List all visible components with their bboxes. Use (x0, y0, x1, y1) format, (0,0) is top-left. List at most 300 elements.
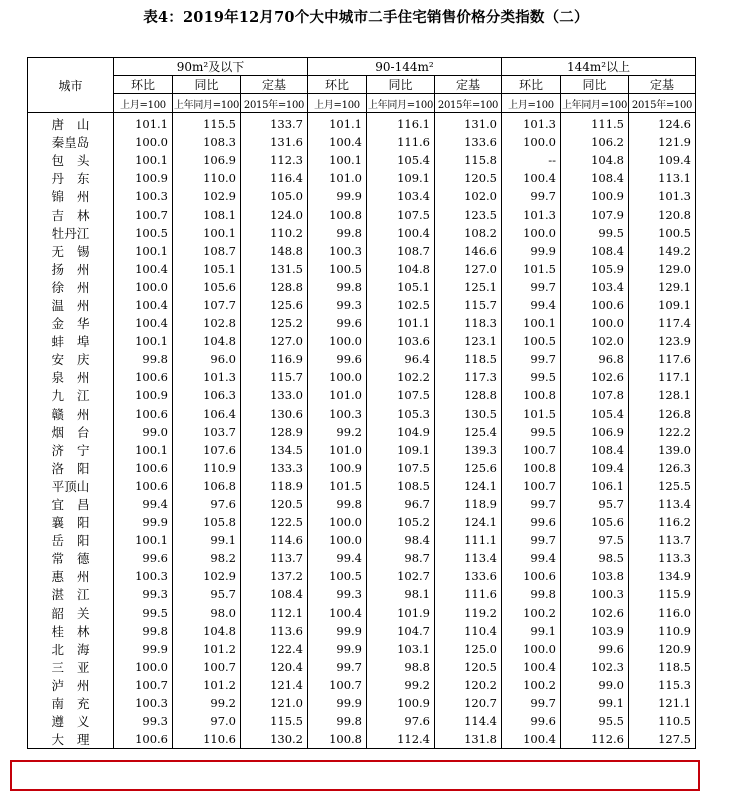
value-cell: 100.8 (308, 730, 367, 749)
table-row (28, 296, 696, 314)
value-cell: 99.3 (114, 585, 173, 603)
value-cell: 100.7 (114, 676, 173, 694)
value-cell: 100.5 (629, 224, 696, 242)
value-cell: 99.8 (308, 712, 367, 730)
base-header: 上月=100 (114, 94, 173, 113)
value-cell: 100.9 (114, 169, 173, 187)
value-cell: 115.8 (435, 151, 502, 169)
value-cell: 100.6 (114, 477, 173, 495)
value-cell: 108.7 (173, 242, 241, 260)
value-cell: 99.7 (502, 495, 561, 513)
value-cell: 110.6 (173, 730, 241, 749)
value-cell: 133.6 (435, 133, 502, 151)
value-cell: 118.5 (629, 658, 696, 676)
value-cell: 114.6 (241, 531, 308, 549)
city-name: 徐州 (51, 279, 103, 295)
city-name: 牡丹江 (51, 225, 90, 241)
value-cell: 100.3 (114, 567, 173, 585)
value-cell: 99.6 (114, 549, 173, 567)
city-name: 泉州 (51, 370, 103, 386)
value-cell: 99.0 (561, 676, 629, 694)
table-row (28, 332, 696, 350)
table-row (28, 459, 696, 477)
city-cell (28, 604, 114, 622)
value-cell: 120.2 (435, 676, 502, 694)
value-cell: 108.3 (173, 133, 241, 151)
table-row (28, 151, 696, 169)
city-name: 大理 (51, 732, 103, 748)
value-cell: 115.9 (629, 585, 696, 603)
table-row (28, 368, 696, 386)
value-cell: -- (502, 151, 561, 169)
city-name: 包头 (51, 153, 103, 169)
value-cell: 101.2 (173, 676, 241, 694)
city-name: 丹东 (51, 171, 103, 187)
city-column-header: 城市 (28, 58, 114, 113)
value-cell: 128.1 (629, 386, 696, 404)
value-cell: 99.9 (114, 513, 173, 531)
city-cell (28, 405, 114, 423)
value-cell: 108.5 (367, 477, 435, 495)
value-cell: 102.9 (173, 567, 241, 585)
value-cell: 127.0 (435, 260, 502, 278)
value-cell: 114.4 (435, 712, 502, 730)
value-cell: 116.1 (367, 113, 435, 134)
value-cell: 99.8 (308, 278, 367, 296)
base-header: 上月=100 (502, 94, 561, 113)
city-cell (28, 332, 114, 350)
value-cell: 100.6 (561, 296, 629, 314)
value-cell: 107.7 (173, 296, 241, 314)
value-cell: 106.8 (173, 477, 241, 495)
value-cell: 101.5 (502, 405, 561, 423)
value-cell: 131.8 (435, 730, 502, 749)
base-header: 上年同月=100 (367, 94, 435, 113)
value-cell: 100.7 (308, 676, 367, 694)
value-cell: 120.5 (241, 495, 308, 513)
value-cell: 98.5 (561, 549, 629, 567)
value-cell: 99.5 (561, 224, 629, 242)
value-cell: 107.5 (367, 205, 435, 223)
city-cell (28, 694, 114, 712)
city-name: 桂林 (51, 623, 103, 639)
value-cell: 139.0 (629, 441, 696, 459)
city-name: 南充 (51, 696, 103, 712)
city-cell (28, 368, 114, 386)
price-index-table (27, 57, 696, 749)
city-cell (28, 441, 114, 459)
value-cell: 123.5 (435, 205, 502, 223)
value-cell: 121.0 (241, 694, 308, 712)
city-cell (28, 133, 114, 151)
value-cell: 100.0 (561, 314, 629, 332)
value-cell: 100.3 (114, 187, 173, 205)
value-cell: 99.5 (502, 423, 561, 441)
value-cell: 95.7 (561, 495, 629, 513)
city-name: 遵义 (51, 714, 103, 730)
value-cell: 133.6 (435, 567, 502, 585)
value-cell: 118.3 (435, 314, 502, 332)
value-cell: 117.6 (629, 350, 696, 368)
value-cell: 99.1 (561, 694, 629, 712)
value-cell: 124.0 (241, 205, 308, 223)
value-cell: 100.9 (308, 459, 367, 477)
value-cell: 99.8 (502, 585, 561, 603)
value-cell: 97.0 (173, 712, 241, 730)
city-name: 北海 (51, 641, 103, 657)
value-cell: 100.1 (114, 242, 173, 260)
table-row (28, 604, 696, 622)
city-cell (28, 278, 114, 296)
value-cell: 125.6 (241, 296, 308, 314)
value-cell: 120.8 (629, 205, 696, 223)
value-cell: 125.0 (435, 640, 502, 658)
value-cell: 117.1 (629, 368, 696, 386)
value-cell: 139.3 (435, 441, 502, 459)
value-cell: 100.3 (114, 694, 173, 712)
city-name: 三亚 (51, 659, 103, 675)
value-cell: 120.5 (435, 169, 502, 187)
base-header: 上年同月=100 (561, 94, 629, 113)
value-cell: 107.8 (561, 386, 629, 404)
value-cell: 108.4 (561, 441, 629, 459)
value-cell: 106.2 (561, 133, 629, 151)
value-cell: 148.8 (241, 242, 308, 260)
value-cell: 100.1 (114, 332, 173, 350)
value-cell: 99.6 (308, 314, 367, 332)
value-cell: 102.9 (173, 187, 241, 205)
value-cell: 100.2 (502, 604, 561, 622)
value-cell: 99.4 (502, 549, 561, 567)
group-header: 90-144m² (308, 58, 502, 76)
value-cell: 99.1 (173, 531, 241, 549)
table-row (28, 260, 696, 278)
value-cell: 137.2 (241, 567, 308, 585)
value-cell: 102.0 (561, 332, 629, 350)
value-cell: 99.2 (367, 676, 435, 694)
table-row (28, 441, 696, 459)
value-cell: 99.3 (308, 296, 367, 314)
value-cell: 106.9 (561, 423, 629, 441)
value-cell: 99.8 (308, 495, 367, 513)
value-cell: 100.0 (308, 368, 367, 386)
value-cell: 105.1 (367, 278, 435, 296)
value-cell: 98.4 (367, 531, 435, 549)
value-cell: 121.1 (629, 694, 696, 712)
table-row (28, 495, 696, 513)
city-cell (28, 260, 114, 278)
value-cell: 113.7 (241, 549, 308, 567)
value-cell: 100.0 (308, 531, 367, 549)
value-cell: 99.5 (114, 604, 173, 622)
city-name: 泸州 (51, 677, 103, 693)
value-cell: 116.0 (629, 604, 696, 622)
city-name: 常德 (51, 551, 103, 567)
value-cell: 100.9 (561, 187, 629, 205)
table-row (28, 730, 696, 749)
value-cell: 103.4 (561, 278, 629, 296)
value-cell: 100.6 (114, 368, 173, 386)
value-cell: 100.3 (561, 585, 629, 603)
table-row (28, 205, 696, 223)
value-cell: 100.4 (308, 133, 367, 151)
value-cell: 100.0 (502, 224, 561, 242)
value-cell: 101.2 (173, 640, 241, 658)
value-cell: 104.8 (367, 260, 435, 278)
city-name: 扬州 (51, 261, 103, 277)
value-cell: 115.5 (173, 113, 241, 134)
city-name: 洛阳 (51, 460, 103, 476)
metric-header: 定基 (629, 76, 696, 94)
value-cell: 100.0 (114, 133, 173, 151)
city-cell (28, 205, 114, 223)
value-cell: 97.6 (367, 712, 435, 730)
value-cell: 99.8 (114, 350, 173, 368)
table-title: 表4：2019年12月70个大中城市二手住宅销售价格分类指数（二） (143, 9, 589, 26)
value-cell: 107.5 (367, 459, 435, 477)
value-cell: 110.5 (629, 712, 696, 730)
value-cell: 99.6 (502, 513, 561, 531)
city-cell (28, 513, 114, 531)
value-cell: 116.4 (241, 169, 308, 187)
value-cell: 100.6 (114, 730, 173, 749)
value-cell: 126.8 (629, 405, 696, 423)
value-cell: 110.4 (435, 622, 502, 640)
value-cell: 109.1 (367, 169, 435, 187)
city-cell (28, 314, 114, 332)
value-cell: 105.4 (561, 405, 629, 423)
value-cell: 149.2 (629, 242, 696, 260)
value-cell: 115.7 (241, 368, 308, 386)
value-cell: 116.9 (241, 350, 308, 368)
value-cell: 99.7 (502, 694, 561, 712)
value-cell: 110.2 (241, 224, 308, 242)
value-cell: 127.5 (629, 730, 696, 749)
value-cell: 104.8 (173, 332, 241, 350)
value-cell: 100.1 (114, 531, 173, 549)
value-cell: 95.7 (173, 585, 241, 603)
city-cell (28, 151, 114, 169)
city-name: 唐山 (51, 117, 103, 133)
value-cell: 101.0 (308, 386, 367, 404)
value-cell: 107.9 (561, 205, 629, 223)
value-cell: 131.5 (241, 260, 308, 278)
table-row (28, 477, 696, 495)
metric-header: 环比 (308, 76, 367, 94)
city-cell (28, 712, 114, 730)
value-cell: 113.4 (435, 549, 502, 567)
city-cell (28, 169, 114, 187)
base-header: 上月=100 (308, 94, 367, 113)
city-name: 吉林 (51, 207, 103, 223)
value-cell: 105.3 (367, 405, 435, 423)
table-row (28, 133, 696, 151)
table-row (28, 658, 696, 676)
city-name: 韶关 (51, 605, 103, 621)
value-cell: 98.1 (367, 585, 435, 603)
city-name: 赣州 (51, 406, 103, 422)
value-cell: 108.7 (367, 242, 435, 260)
value-cell: 99.4 (308, 549, 367, 567)
city-name: 蚌埠 (51, 334, 103, 350)
value-cell: 99.8 (308, 224, 367, 242)
value-cell: 101.3 (629, 187, 696, 205)
table-row (28, 712, 696, 730)
value-cell: 99.0 (114, 423, 173, 441)
city-cell (28, 350, 114, 368)
value-cell: 125.2 (241, 314, 308, 332)
value-cell: 99.6 (308, 350, 367, 368)
value-cell: 100.7 (173, 658, 241, 676)
value-cell: 104.8 (561, 151, 629, 169)
value-cell: 101.3 (502, 113, 561, 134)
value-cell: 100.4 (114, 296, 173, 314)
value-cell: 102.6 (561, 604, 629, 622)
value-cell: 125.1 (435, 278, 502, 296)
value-cell: 134.5 (241, 441, 308, 459)
value-cell: 99.3 (114, 712, 173, 730)
value-cell: 103.9 (561, 622, 629, 640)
value-cell: 131.6 (241, 133, 308, 151)
value-cell: 100.0 (502, 640, 561, 658)
value-cell: 109.4 (629, 151, 696, 169)
value-cell: 105.4 (367, 151, 435, 169)
table-row (28, 585, 696, 603)
value-cell: 121.9 (629, 133, 696, 151)
value-cell: 111.1 (435, 531, 502, 549)
value-cell: 103.1 (367, 640, 435, 658)
city-cell (28, 386, 114, 404)
value-cell: 127.0 (241, 332, 308, 350)
value-cell: 99.4 (114, 495, 173, 513)
city-cell (28, 730, 114, 749)
table-row (28, 513, 696, 531)
value-cell: 100.1 (114, 151, 173, 169)
metric-header: 定基 (435, 76, 502, 94)
value-cell: 100.3 (308, 405, 367, 423)
table-row (28, 622, 696, 640)
value-cell: 100.1 (114, 441, 173, 459)
value-cell: 123.9 (629, 332, 696, 350)
metric-header: 同比 (173, 76, 241, 94)
value-cell: 115.7 (435, 296, 502, 314)
value-cell: 104.7 (367, 622, 435, 640)
table-row (28, 386, 696, 404)
value-cell: 100.8 (502, 459, 561, 477)
value-cell: 109.4 (561, 459, 629, 477)
value-cell: 100.6 (114, 459, 173, 477)
city-cell (28, 495, 114, 513)
value-cell: 125.4 (435, 423, 502, 441)
value-cell: 100.4 (502, 730, 561, 749)
value-cell: 99.2 (308, 423, 367, 441)
table-row (28, 694, 696, 712)
city-cell (28, 640, 114, 658)
value-cell: 100.5 (308, 260, 367, 278)
value-cell: 99.9 (114, 640, 173, 658)
value-cell: 100.6 (114, 405, 173, 423)
value-cell: 119.2 (435, 604, 502, 622)
value-cell: 101.3 (502, 205, 561, 223)
value-cell: 124.6 (629, 113, 696, 134)
city-name: 金华 (51, 316, 103, 332)
value-cell: 100.0 (308, 332, 367, 350)
value-cell: 96.7 (367, 495, 435, 513)
value-cell: 113.4 (629, 495, 696, 513)
table-row (28, 676, 696, 694)
value-cell: 104.8 (173, 622, 241, 640)
value-cell: 128.8 (241, 278, 308, 296)
value-cell: 130.5 (435, 405, 502, 423)
value-cell: 105.9 (561, 260, 629, 278)
value-cell: 99.6 (561, 640, 629, 658)
value-cell: 110.9 (173, 459, 241, 477)
value-cell: 100.1 (308, 151, 367, 169)
value-cell: 101.3 (173, 368, 241, 386)
value-cell: 130.6 (241, 405, 308, 423)
city-cell (28, 622, 114, 640)
value-cell: 107.6 (173, 441, 241, 459)
value-cell: 124.1 (435, 477, 502, 495)
city-name: 宜昌 (51, 497, 103, 513)
group-header: 144m²以上 (502, 58, 696, 76)
value-cell: 107.5 (367, 386, 435, 404)
value-cell: 99.4 (502, 296, 561, 314)
value-cell: 103.8 (561, 567, 629, 585)
value-cell: 109.1 (629, 296, 696, 314)
value-cell: 97.5 (561, 531, 629, 549)
value-cell: 100.4 (114, 314, 173, 332)
metric-header: 定基 (241, 76, 308, 94)
value-cell: 108.4 (241, 585, 308, 603)
city-name: 烟台 (51, 424, 103, 440)
base-header: 2015年=100 (435, 94, 502, 113)
value-cell: 100.0 (114, 658, 173, 676)
city-name: 锦州 (51, 189, 103, 205)
value-cell: 106.4 (173, 405, 241, 423)
value-cell: 113.7 (629, 531, 696, 549)
value-cell: 100.5 (114, 224, 173, 242)
value-cell: 100.7 (502, 441, 561, 459)
city-name: 无锡 (51, 243, 103, 259)
value-cell: 101.5 (308, 477, 367, 495)
city-name: 惠州 (51, 569, 103, 585)
value-cell: 130.2 (241, 730, 308, 749)
value-cell: 111.6 (367, 133, 435, 151)
value-cell: 98.7 (367, 549, 435, 567)
value-cell: 118.5 (435, 350, 502, 368)
table-row (28, 640, 696, 658)
value-cell: 99.9 (308, 187, 367, 205)
value-cell: 122.5 (241, 513, 308, 531)
value-cell: 102.0 (435, 187, 502, 205)
value-cell: 112.4 (367, 730, 435, 749)
value-cell: 100.4 (114, 260, 173, 278)
value-cell: 101.0 (308, 441, 367, 459)
value-cell: 96.8 (561, 350, 629, 368)
value-cell: 122.4 (241, 640, 308, 658)
value-cell: 100.6 (502, 567, 561, 585)
value-cell: 101.0 (308, 169, 367, 187)
value-cell: 96.4 (367, 350, 435, 368)
value-cell: 99.9 (502, 242, 561, 260)
city-cell (28, 296, 114, 314)
value-cell: 112.1 (241, 604, 308, 622)
value-cell: 99.3 (308, 585, 367, 603)
value-cell: 122.2 (629, 423, 696, 441)
value-cell: 100.4 (502, 169, 561, 187)
value-cell: 123.1 (435, 332, 502, 350)
